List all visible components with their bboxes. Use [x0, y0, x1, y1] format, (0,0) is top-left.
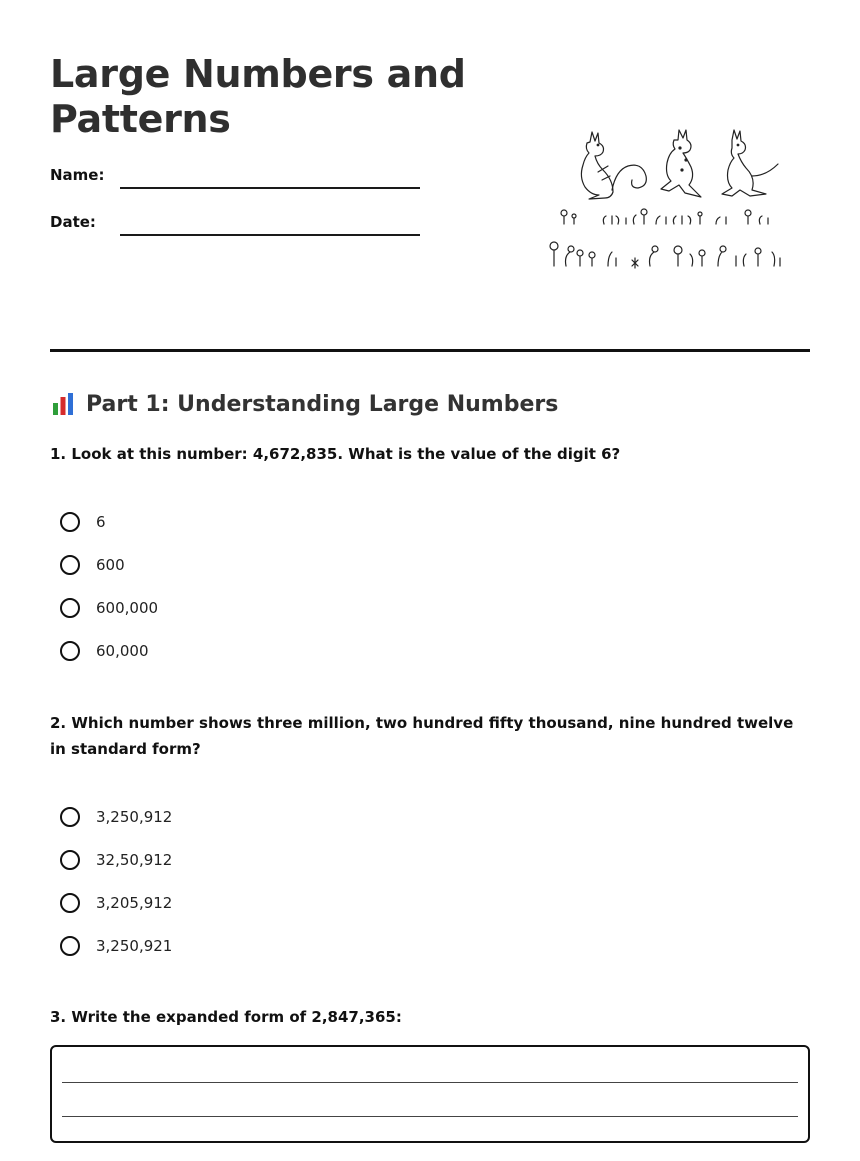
- name-label: Name:: [50, 166, 105, 184]
- question-1-options: [60, 500, 158, 672]
- answer-line[interactable]: [62, 1082, 798, 1083]
- name-field[interactable]: [50, 166, 420, 196]
- question-1-text: 1. Look at this number: 4,672,835. What is the value of the digit 6?: [50, 445, 621, 463]
- question-2-option-d[interactable]: [60, 924, 172, 967]
- question-2-options: [60, 795, 172, 967]
- date-label: Date:: [50, 213, 96, 231]
- radio-button[interactable]: [60, 807, 80, 827]
- option-label: 600: [96, 555, 125, 574]
- question-2-text: 2. Which number shows three million, two hundred fifty thousand, nine hundred twelve in standard form?: [50, 714, 794, 758]
- option-label: 3,250,912: [96, 807, 173, 826]
- section-divider: [50, 349, 810, 352]
- kangaroos-and-flowers-illustration: [540, 120, 790, 280]
- date-input-line[interactable]: [120, 234, 420, 236]
- question-2-option-a[interactable]: [60, 795, 172, 838]
- question-1-option-a[interactable]: [60, 500, 158, 543]
- date-field[interactable]: [50, 213, 420, 243]
- radio-button[interactable]: [60, 936, 80, 956]
- option-label: 600,000: [96, 598, 159, 617]
- question-3-text: 3. Write the expanded form of 2,847,365:: [50, 1008, 402, 1026]
- option-label: 32,50,912: [96, 850, 173, 869]
- kangaroo-2-icon: [661, 130, 701, 197]
- question-1-option-b[interactable]: [60, 543, 158, 586]
- radio-button[interactable]: [60, 641, 80, 661]
- radio-button[interactable]: [60, 512, 80, 532]
- option-label: 3,250,921: [96, 936, 173, 955]
- part1-title: Part 1: Understanding Large Numbers: [86, 391, 559, 417]
- option-label: 3,205,912: [96, 893, 173, 912]
- option-label: 6: [96, 512, 106, 531]
- option-label: 60,000: [96, 641, 149, 660]
- question-3-answer-box[interactable]: [50, 1045, 810, 1143]
- flowers-row-1-icon: [561, 209, 768, 224]
- flowers-row-2-icon: [550, 242, 780, 268]
- question-1-option-d[interactable]: [60, 629, 158, 672]
- question-1-option-c[interactable]: [60, 586, 158, 629]
- bar-chart-icon: [50, 391, 76, 417]
- radio-button[interactable]: [60, 893, 80, 913]
- radio-button[interactable]: [60, 850, 80, 870]
- radio-button[interactable]: [60, 555, 80, 575]
- question-2-option-c[interactable]: [60, 881, 172, 924]
- question-2-option-b[interactable]: [60, 838, 172, 881]
- kangaroo-3-icon: [722, 130, 778, 196]
- radio-button[interactable]: [60, 598, 80, 618]
- kangaroo-1-icon: [581, 132, 613, 199]
- answer-line[interactable]: [62, 1116, 798, 1117]
- part1-heading: [50, 388, 558, 420]
- name-input-line[interactable]: [120, 187, 420, 189]
- worksheet-title: Large Numbers and Patterns: [50, 52, 466, 141]
